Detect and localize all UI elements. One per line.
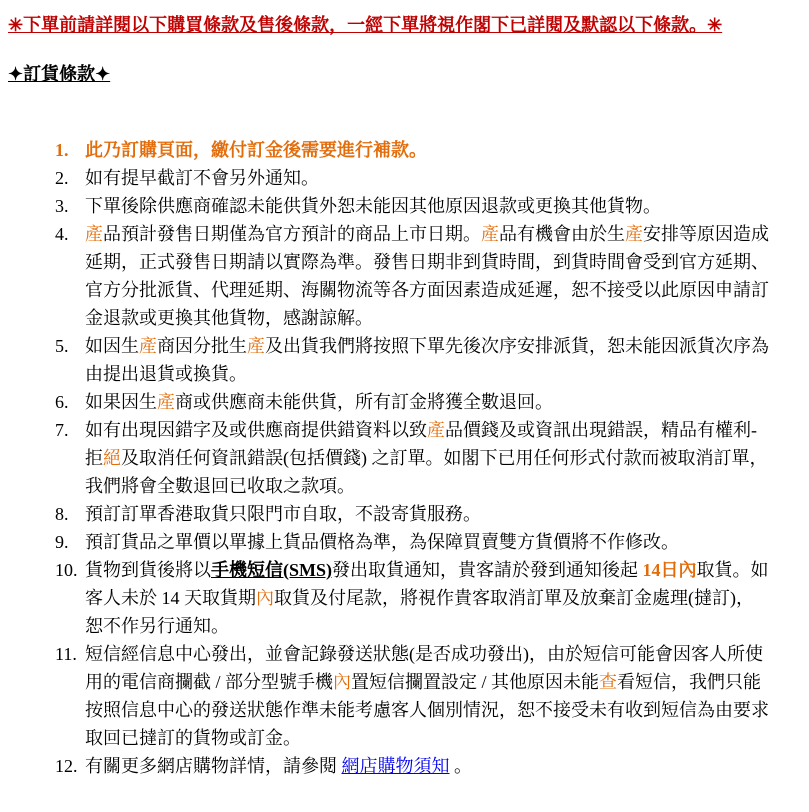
term-item bbox=[55, 752, 769, 780]
term-text-segment: 商或供應商未能供貨，所有訂金將獲全數退回。 bbox=[175, 392, 553, 412]
term-number: 3. bbox=[55, 196, 69, 216]
term-text-segment: 。 bbox=[449, 756, 472, 776]
term-number: 9. bbox=[55, 532, 69, 552]
term-text-segment: 取貨及付尾款，將視作貴客取消訂單及放棄訂金處理(撻訂)，恕不作另行通知。 bbox=[85, 588, 754, 636]
term-item bbox=[55, 500, 769, 528]
term-text bbox=[85, 528, 769, 556]
term-text-segment: 品價錢及或資訊出現錯誤，精品有權利-拒 bbox=[85, 420, 757, 468]
term-text-segment: 產 bbox=[247, 336, 265, 356]
term-text-segment: 短信經信息中心發出，並會記錄發送狀態(是否成功發出)，由於短信可能會因客人所使用的電信商攔截 / 部分型號手機 bbox=[85, 644, 763, 692]
purchase-notice-heading: ✳下單前請詳閱以下購買條款及售後條款，一經下單將視作閣下已詳閱及默認以下條款。✳ bbox=[8, 15, 723, 35]
term-text-segment: 預訂貨品之單價以單據上貨品價格為準，為保障買賣雙方貨價將不作修改。 bbox=[85, 532, 679, 552]
term-number: 1. bbox=[55, 140, 69, 160]
term-number: 12. bbox=[55, 756, 78, 776]
term-item bbox=[55, 220, 769, 332]
term-text-segment: 絕 bbox=[103, 448, 121, 468]
term-number: 2. bbox=[55, 168, 69, 188]
term-item bbox=[55, 164, 769, 192]
term-text-segment: 內 bbox=[333, 672, 351, 692]
term-text-segment: 產 bbox=[157, 392, 175, 412]
term-number: 11. bbox=[55, 644, 77, 664]
term-text-segment: 手機短信(SMS) bbox=[211, 560, 332, 580]
term-item bbox=[55, 388, 769, 416]
terms-list bbox=[55, 136, 769, 780]
term-text-segment: 發出取貨通知，貴客請於發到通知後起 bbox=[332, 560, 643, 580]
term-text-segment: 預訂訂單香港取貨只限門市自取，不設寄貨服務。 bbox=[85, 504, 481, 524]
term-text bbox=[85, 136, 769, 164]
term-text bbox=[85, 500, 769, 528]
term-number: 8. bbox=[55, 504, 69, 524]
term-text-segment: 如有出現因錯字及或供應商提供錯資料以致 bbox=[85, 420, 427, 440]
term-text-segment: 安排等原因造成延期，正式發售日期請以實際為準。發售日期非到貨時間，到貨時間會受到官方延期、官方分批派貨、代理延期、海關物流等各方面因素造成延遲，恕不接受以此原因申請訂金退款或更換其他貨物，感謝諒解。 bbox=[85, 224, 769, 328]
term-text-segment: 此乃訂購頁面，繳付訂金後需要進行補款。 bbox=[85, 140, 427, 160]
term-text-segment: 14日內 bbox=[642, 560, 697, 580]
term-text-segment: 有關更多網店購物詳情，請參閱 bbox=[85, 756, 342, 776]
term-text bbox=[85, 388, 769, 416]
term-text-segment: 下單後除供應商確認未能供貨外恕未能因其他原因退款或更換其他貨物。 bbox=[85, 196, 661, 216]
term-text-segment: 及出貨我們將按照下單先後次序安排派貨，恕未能因派貨次序為由提出退貨或換貨。 bbox=[85, 336, 769, 384]
term-text bbox=[85, 192, 769, 220]
term-number: 4. bbox=[55, 224, 69, 244]
term-text-segment: 取貨。如客人未於 14 天取貨期 bbox=[85, 560, 769, 608]
term-text-segment: 如果因生 bbox=[85, 392, 157, 412]
term-item bbox=[55, 332, 769, 388]
term-item bbox=[55, 640, 769, 752]
term-item bbox=[55, 136, 769, 164]
term-text-segment: 商因分批生 bbox=[157, 336, 247, 356]
term-text-segment: 查 bbox=[599, 672, 617, 692]
term-text-segment: 如有提早截訂不會另外通知。 bbox=[85, 168, 319, 188]
term-text-segment: 及取消任何資訊錯誤(包括價錢) 之訂單。如閣下已用任何形式付款而被取消訂單，我們將會全數退回已收取之款項。 bbox=[85, 448, 768, 496]
term-text-segment: 貨物到貨後將以 bbox=[85, 560, 211, 580]
store-shopping-guide-link[interactable]: 網店購物須知 bbox=[341, 756, 450, 776]
term-text bbox=[85, 752, 769, 780]
term-item bbox=[55, 192, 769, 220]
term-text bbox=[85, 220, 769, 332]
term-text-segment: 產 bbox=[625, 224, 643, 244]
term-text bbox=[85, 640, 769, 752]
term-text-segment: 產 bbox=[85, 224, 103, 244]
term-text bbox=[85, 332, 769, 388]
term-item bbox=[55, 416, 769, 500]
term-text-segment: 置短信攔置設定 / 其他原因未能 bbox=[351, 672, 599, 692]
term-number: 10. bbox=[55, 560, 78, 580]
term-text-segment: 產 bbox=[139, 336, 157, 356]
term-text-segment: 內 bbox=[256, 588, 274, 608]
order-terms-section-title: ✦訂貨條款✦ bbox=[8, 64, 111, 84]
term-text-segment: 產 bbox=[427, 420, 445, 440]
term-item bbox=[55, 528, 769, 556]
term-text-segment: 品預計發售日期僅為官方預計的商品上市日期。 bbox=[103, 224, 481, 244]
term-text bbox=[85, 416, 769, 500]
term-number: 7. bbox=[55, 420, 69, 440]
term-number: 6. bbox=[55, 392, 69, 412]
term-text bbox=[85, 164, 769, 192]
term-text-segment: 產 bbox=[481, 224, 499, 244]
term-text-segment: 品有機會由於生 bbox=[499, 224, 625, 244]
term-number: 5. bbox=[55, 336, 69, 356]
term-text-segment: 看短信，我們只能按照信息中心的發送狀態作準未能考慮客人個別情況，恕不接受未有收到短信為由要求取回已撻訂的貨物或訂金。 bbox=[85, 672, 769, 748]
term-text bbox=[85, 556, 769, 640]
term-item bbox=[55, 556, 769, 640]
term-text-segment: 如因生 bbox=[85, 336, 139, 356]
